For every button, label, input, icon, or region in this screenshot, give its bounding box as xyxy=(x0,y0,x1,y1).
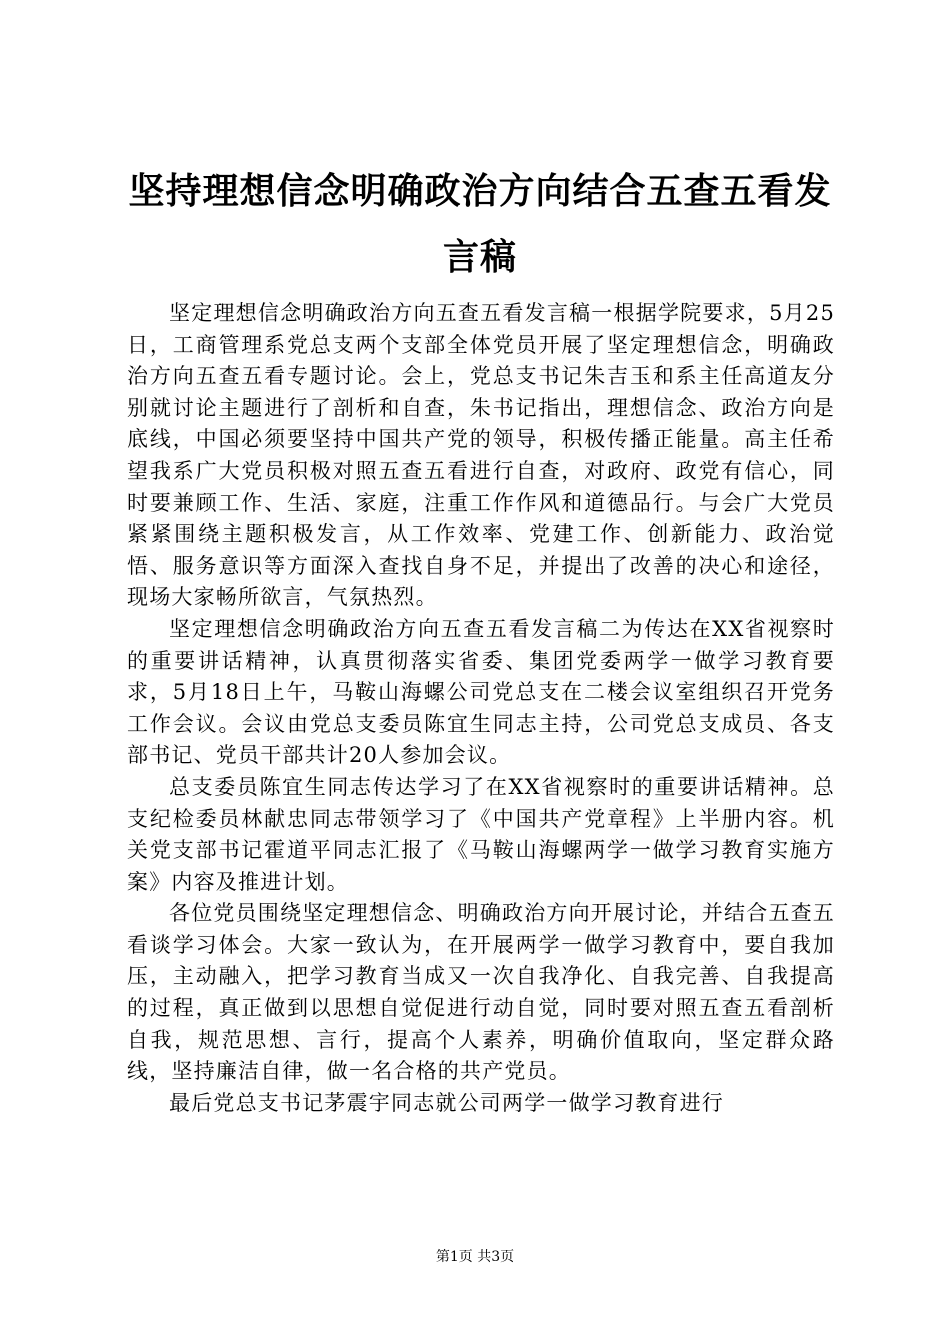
document-body xyxy=(127,298,835,1119)
paragraph-5: 最后党总支书记茅震宇同志就公司两学一做学习教育进行 xyxy=(169,1090,724,1115)
paragraph-4: 各位党员围绕坚定理想信念、明确政治方向开展讨论，并结合五查五看谈学习体会。大家一致认为，在开展两学一做学习教育中，要自我加压，主动融入，把学习教育当成又一次自我净化、自我完善、自我提高的过程，真正做到以思想自觉促进行动自觉，同时要对照五查五看剖析自我，规范思想、言行，提高个人素养，明确价值取向，坚定群众路线，坚持廉洁自律，做一名合格的共产党员。 xyxy=(127,901,835,1084)
paragraph-1: 坚定理想信念明确政治方向五查五看发言稿一根据学院要求，5月25日，工商管理系党总支两个支部全体党员开展了坚定理想信念，明确政治方向五查五看专题讨论。会上，党总支书记朱吉玉和系主任高道友分别就讨论主题进行了剖析和自查，朱书记指出，理想信念、政治方向是底线，中国必须要坚持中国共产党的领导，积极传播正能量。高主任希望我系广大党员积极对照五查五看进行自查，对政府、政党有信心，同时要兼顾工作、生活、家庭，注重工作作风和道德品行。与会广大党员紧紧围绕主题积极发言，从工作效率、党建工作、创新能力、政治觉悟、服务意识等方面深入查找自身不足，并提出了改善的决心和途径，现场大家畅所欲言，气氛热烈。 xyxy=(127,301,835,610)
page-title: 坚持理想信念明确政治方向结合五查五看发言稿 xyxy=(128,170,832,278)
paragraph-2: 坚定理想信念明确政治方向五查五看发言稿二为传达在XX省视察时的重要讲话精神，认真贯彻落实省委、集团党委两学一做学习教育要求，5月18日上午，马鞍山海螺公司党总支在二楼会议室组织召开党务工作会议。会议由党总支委员陈宜生同志主持，公司党总支成员、各支部书记、党员干部共计20人参加会议。 xyxy=(127,616,835,768)
page-number-footer: 第1页 共3页 xyxy=(435,1249,515,1265)
paragraph-3: 总支委员陈宜生同志传达学习了在XX省视察时的重要讲话精神。总支纪检委员林献忠同志带领学习了《中国共产党章程》上半册内容。机关党支部书记霍道平同志汇报了《马鞍山海螺两学一做学习教育实施方案》内容及推进计划。 xyxy=(127,774,835,894)
